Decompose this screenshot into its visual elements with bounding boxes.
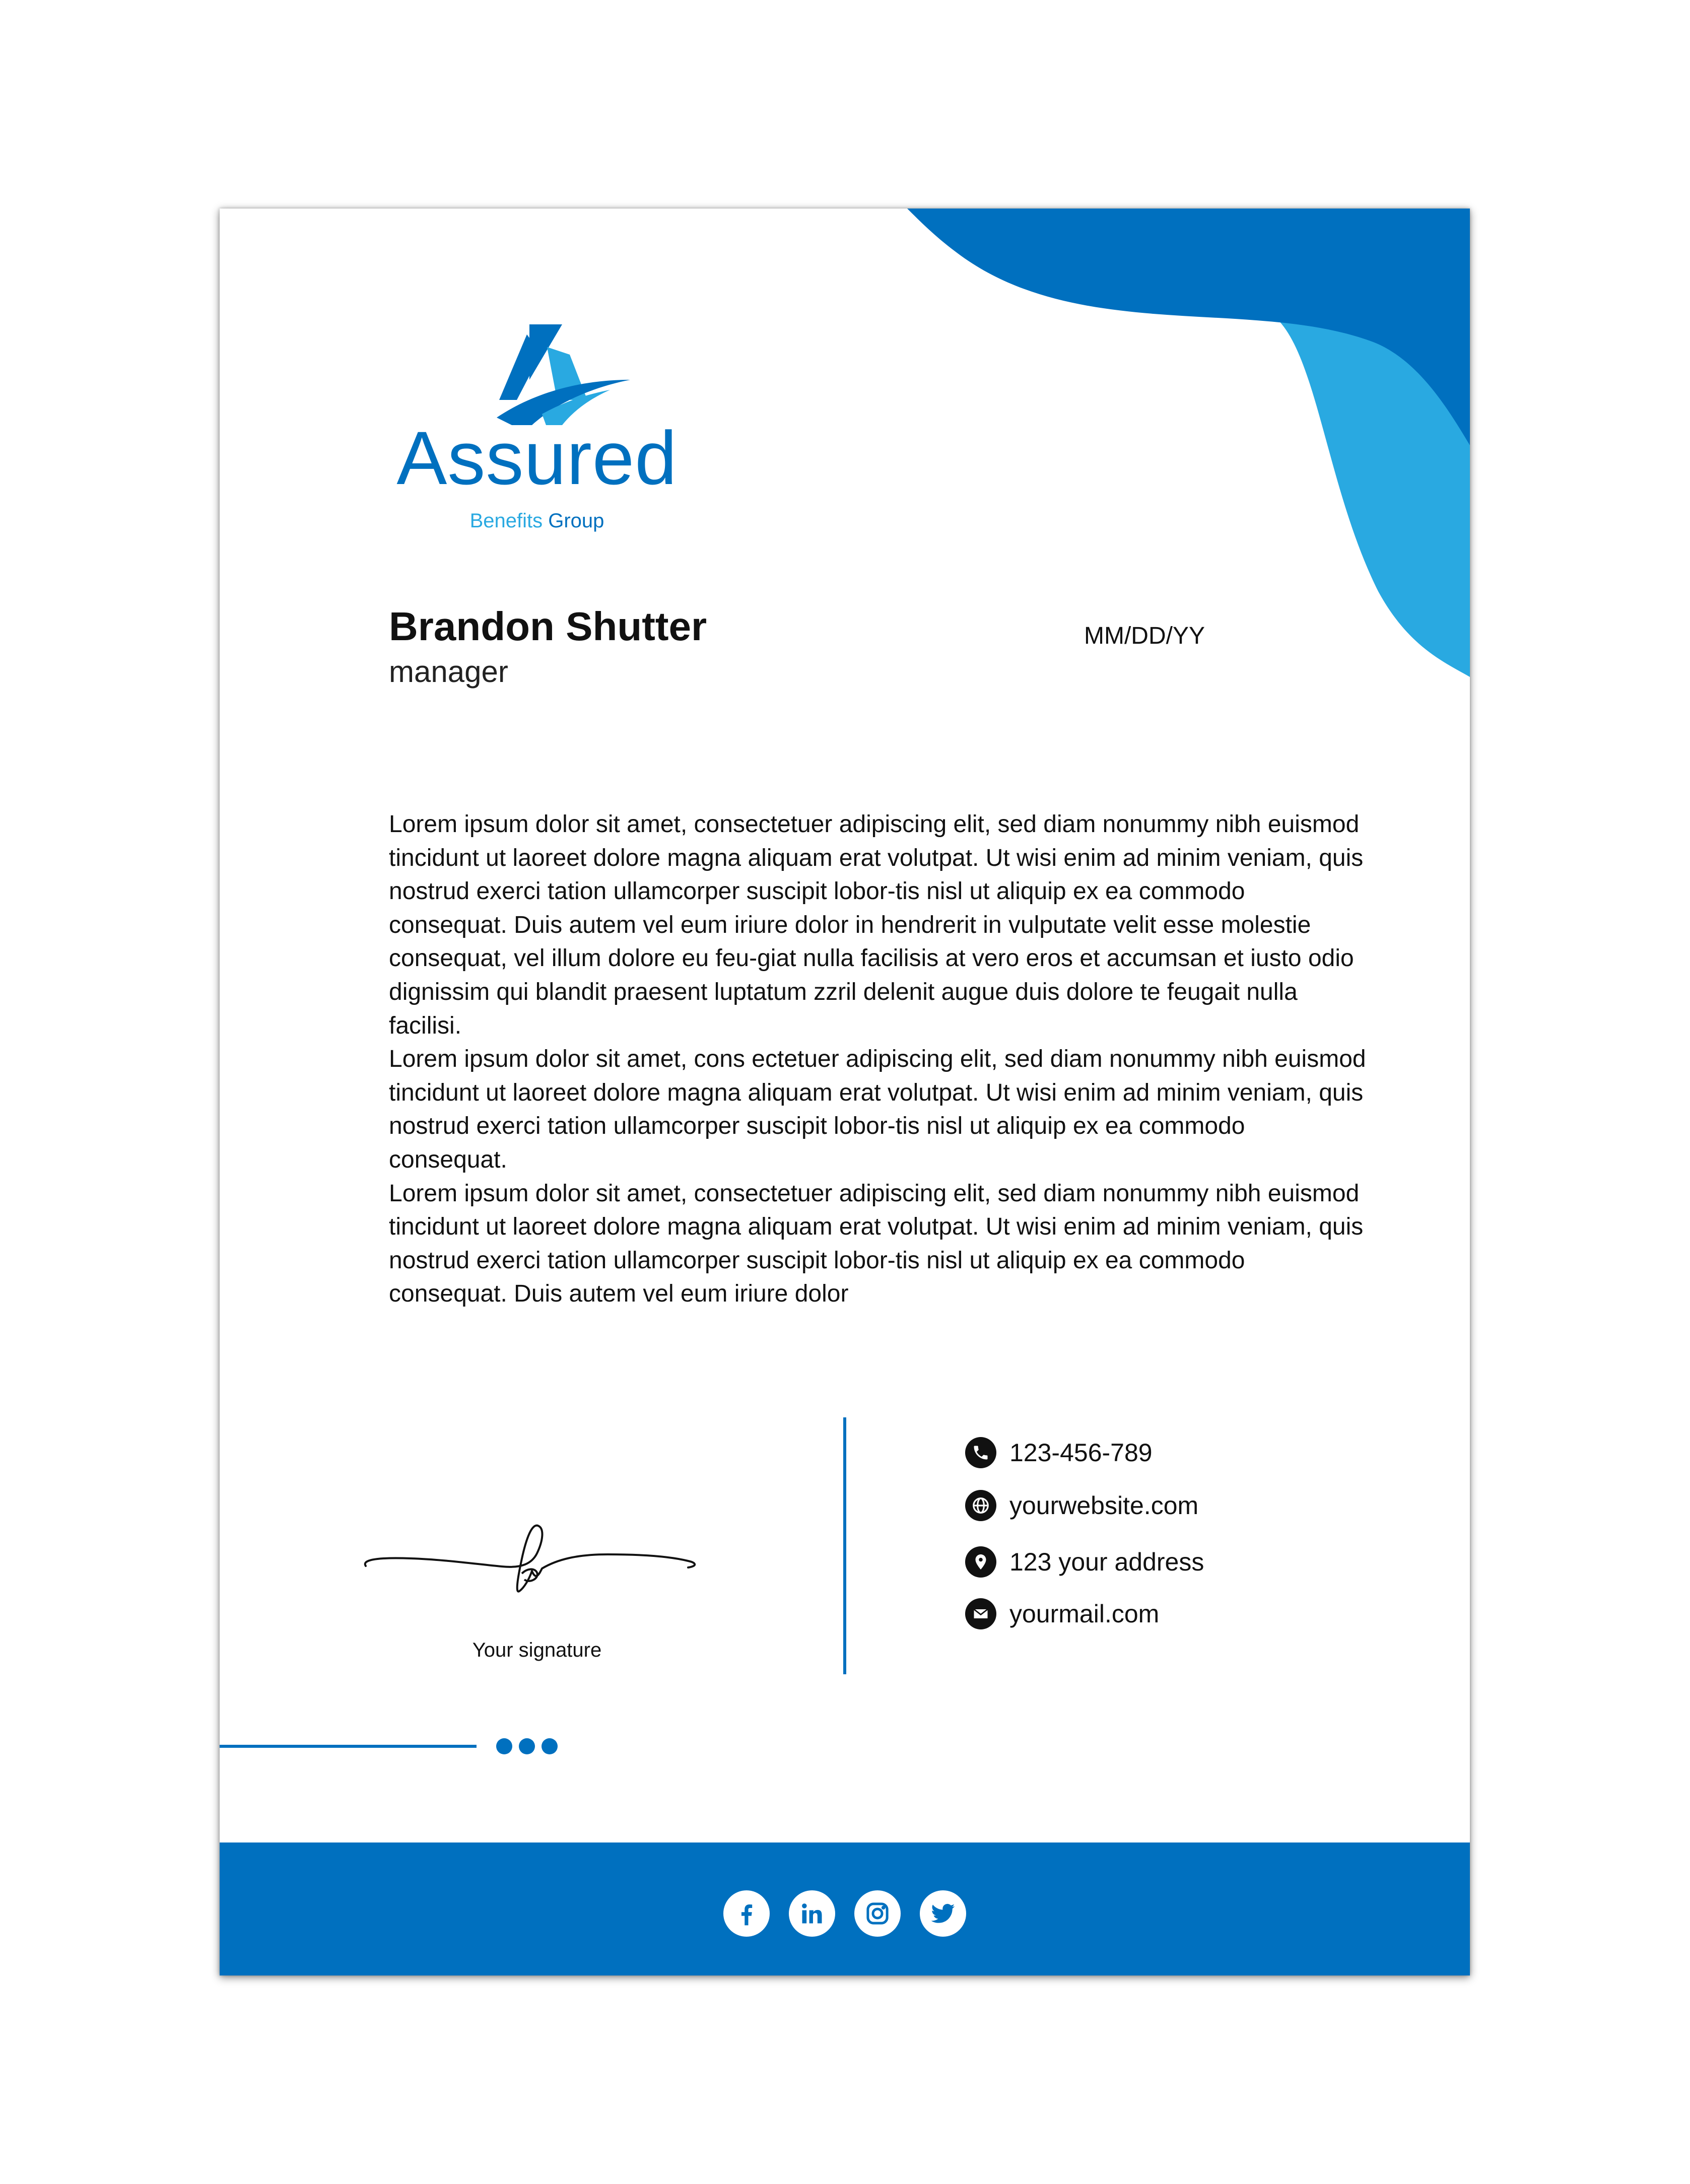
sender-name: Brandon Shutter [389,604,707,649]
footer-accent-line [220,1745,477,1748]
company-logo [381,324,693,541]
body-paragraph: Lorem ipsum dolor sit amet, cons ectetuer adipiscing elit, sed diam nonummy nibh euismod tincidunt ut laoreet dolore magna aliquam erat volutpat. Ut wisi enim ad minim veniam, quis nostrud exerci tation ullamcorper suscipit lobor-tis nisl ut aliquip ex ea commodo consequat. [389,1046,1366,1173]
contact-email-text: yourmail.com [1009,1600,1160,1628]
twitter-icon[interactable] [920,1890,966,1937]
contact-address [965,1544,1204,1580]
contact-address-text: 123 your address [1009,1548,1204,1576]
vertical-divider [843,1417,846,1674]
instagram-icon[interactable] [854,1890,901,1937]
mail-icon [965,1598,996,1629]
logo-tagline [381,511,693,531]
facebook-icon[interactable] [723,1890,770,1937]
logo-mark-icon [482,324,633,430]
body-paragraph: Lorem ipsum dolor sit amet, consectetuer adipiscing elit, sed diam nonummy nibh euismod tincidunt ut laoreet dolore magna aliquam erat volutpat. Ut wisi enim ad minim veniam, quis nostrud exerci tation ullamcorper suscipit lobor-tis nisl ut aliquip ex ea commodo consequat. Duis autem vel eum iriure dolor [389,1180,1364,1308]
logo-wordmark: Assured [396,416,678,500]
accent-dot [519,1738,535,1754]
contact-phone [965,1435,1153,1470]
social-links [723,1890,985,1937]
handwritten-signature [356,1498,718,1624]
letter-date: MM/DD/YY [1084,623,1205,649]
accent-dot [542,1738,558,1754]
linkedin-icon[interactable] [789,1890,835,1937]
globe-icon [965,1490,996,1521]
phone-icon [965,1437,996,1468]
header-wave-decoration [220,209,1470,889]
letter-body [389,808,1366,1311]
contact-website [965,1488,1198,1523]
logo-tagline-bold: Group [548,510,604,532]
contact-email [965,1596,1159,1631]
body-paragraph: Lorem ipsum dolor sit amet, consectetuer adipiscing elit, sed diam nonummy nibh euismod tincidunt ut laoreet dolore magna aliquam erat volutpat. Ut wisi enim ad minim veniam, quis nostrud exerci tation ullamcorper suscipit lobor-tis nisl ut aliquip ex ea commodo consequat. Duis autem vel eum iriure dolor in hendrerit in vulputate velit esse molestie consequat, vel illum dolore eu feu-giat nulla facilisis at vero eros et accumsan et iusto odio dignissim qui blandit praesent luptatum zzril delenit augue duis dolore te feugait nulla facilisi. [389,811,1364,1039]
accent-dot [496,1738,512,1754]
contact-website-text: yourwebsite.com [1009,1491,1199,1520]
letterhead-page [220,209,1470,1975]
signature-label: Your signature [472,1639,602,1661]
location-pin-icon [965,1546,996,1578]
sender-role: manager [389,655,508,689]
logo-tagline-light: Benefits [469,510,543,532]
contact-phone-text: 123-456-789 [1009,1439,1153,1467]
